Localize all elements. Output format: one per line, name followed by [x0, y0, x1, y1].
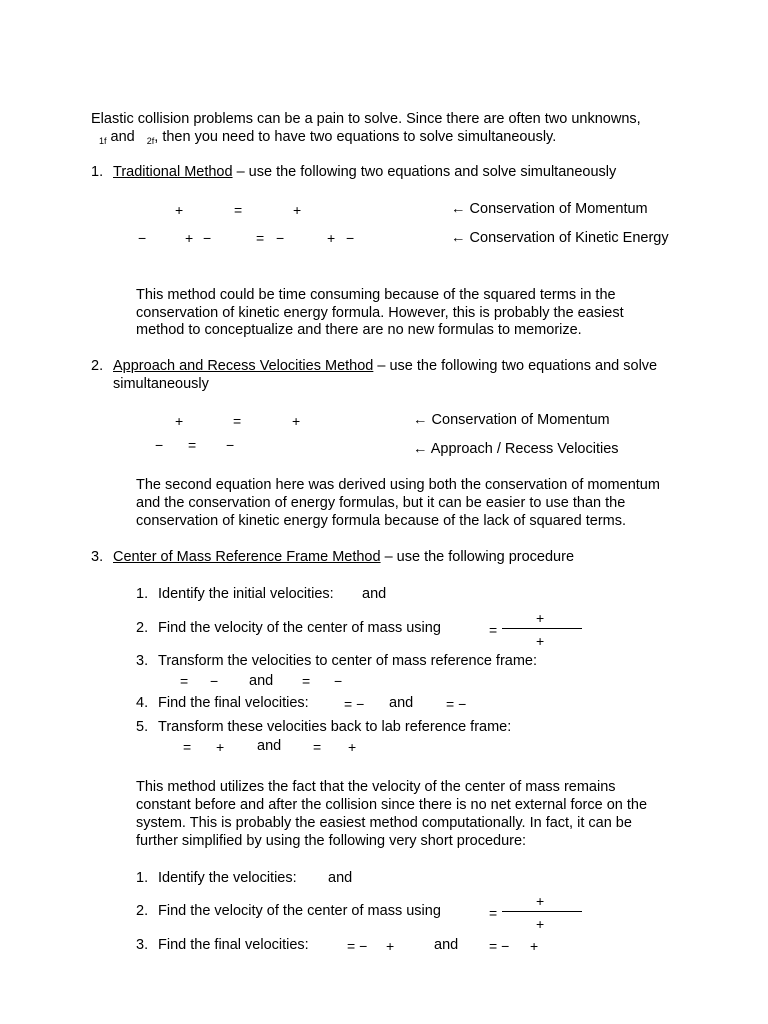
s3-step-3-equals-b: =: [302, 673, 311, 689]
section-3-para-line-1: This method utilizes the fact that the velocity of the center of mass remains: [136, 779, 616, 795]
s3-step-4-and: and: [389, 695, 414, 711]
section-2-para-line-1: The second equation here was derived using both the conservation of momentum: [136, 477, 660, 493]
eq2-minus-d: −: [346, 230, 355, 246]
s3-step-2-number: 2.: [136, 620, 149, 636]
section-2-desc: – use the following two equations and solve: [373, 358, 658, 374]
intro-line-2-rest: , then you need to have two equations to solve simultaneously.: [154, 129, 557, 145]
eq2-minus-b: −: [203, 230, 212, 246]
short-step-1-number: 1.: [136, 870, 149, 886]
s3-step-3-text: Transform the velocities to center of mass reference frame:: [158, 653, 538, 669]
s2-eq2-minus-a: −: [155, 437, 164, 453]
section-2-heading: [113, 357, 657, 375]
s3-step-2-numerator-plus: +: [536, 610, 545, 626]
section-2-title: Approach and Recess Velocities Method: [113, 358, 374, 374]
s3-step-2-denominator-plus: +: [536, 633, 545, 649]
short-step-3-and: and: [434, 937, 459, 953]
section-1-title: Traditional Method: [113, 164, 233, 180]
short-step-2-equals: =: [489, 905, 498, 921]
s3-step-2-equals: =: [489, 622, 498, 638]
section-3-para-line-4: further simplified by using the following very short procedure:: [136, 833, 527, 849]
s3-step-5-plus-b: +: [348, 739, 357, 755]
subscript-1f: 1f: [99, 136, 107, 146]
section-1-number: 1.: [91, 164, 104, 180]
s3-step-1-number: 1.: [136, 586, 149, 602]
short-step-2-numerator-plus: +: [536, 893, 545, 909]
eq2-plus-b: +: [327, 230, 336, 246]
s3-step-5-and: and: [257, 738, 282, 754]
s3-step-1-and: and: [362, 586, 387, 602]
s3-step-3-and: and: [249, 673, 274, 689]
short-step-2-text: Find the velocity of the center of mass using: [158, 903, 441, 919]
eq2-minus-c: −: [276, 230, 285, 246]
section-1-para-line-1: This method could be time consuming because of the squared terms in the: [136, 287, 616, 303]
short-step-2-fraction-bar: [502, 911, 582, 912]
short-step-1-and: and: [328, 870, 353, 886]
s3-step-2-text: Find the velocity of the center of mass using: [158, 620, 441, 636]
intro-and: and: [106, 129, 139, 145]
s3-step-3-number: 3.: [136, 653, 149, 669]
intro-line-1: Elastic collision problems can be a pain to solve. Since there are often two unknowns,: [91, 111, 641, 127]
s3-step-5-number: 5.: [136, 719, 149, 735]
short-step-3-text: Find the final velocities:: [158, 937, 309, 953]
s3-step-3-minus-a: −: [210, 673, 219, 689]
s2-eq2-label: ← Approach / Recess Velocities: [413, 441, 619, 457]
eq2-plus-a: +: [185, 230, 194, 246]
section-1-desc: – use the following two equations and solve simultaneously: [232, 164, 617, 180]
section-2-desc-line-2: simultaneously: [113, 376, 209, 392]
section-3-title: Center of Mass Reference Frame Method: [113, 549, 381, 565]
short-step-3-plus-a: +: [386, 938, 395, 954]
s3-step-5-plus-a: +: [216, 739, 225, 755]
s3-step-2-fraction-bar: [502, 628, 582, 629]
section-3-para-line-3: system. This is probably the easiest method computationally. In fact, it can be: [136, 815, 632, 831]
eq2-label: ← Conservation of Kinetic Energy: [451, 230, 669, 246]
short-step-2-number: 2.: [136, 903, 149, 919]
section-1-para-line-2: conservation of kinetic energy formula. However, this is probably the easiest: [136, 305, 624, 321]
section-1-para-line-3: method to conceptualize and there are no new formulas to memorize.: [136, 322, 582, 338]
short-step-2-denominator-plus: +: [536, 916, 545, 932]
section-2-number: 2.: [91, 358, 104, 374]
eq1-equals: =: [234, 202, 243, 218]
section-2-para-line-2: and the conservation of energy formulas, but it can be easier to use than the: [136, 495, 626, 511]
s2-eq1-plus-a: +: [175, 413, 184, 429]
s3-step-3-equals-a: =: [180, 673, 189, 689]
section-1-heading: [113, 163, 616, 181]
s2-eq2-minus-b: −: [226, 437, 235, 453]
section-3-heading: [113, 548, 574, 566]
short-step-1-text: Identify the velocities:: [158, 870, 297, 886]
s3-step-5-equals-b: =: [313, 739, 322, 755]
s3-step-5-equals-a: =: [183, 739, 192, 755]
s2-eq1-label: ← Conservation of Momentum: [413, 412, 610, 428]
section-2-para-line-3: conservation of kinetic energy formula because of the lack of squared terms.: [136, 513, 627, 529]
section-3-para-line-2: constant before and after the collision since there is no net external force on the: [136, 797, 648, 813]
s2-eq1-plus-b: +: [292, 413, 301, 429]
section-3-desc: – use the following procedure: [380, 549, 575, 565]
intro-line-2: [91, 128, 556, 147]
s3-step-4-eqminus-a: = −: [344, 696, 365, 712]
s2-eq1-equals: =: [233, 413, 242, 429]
short-step-3-eqminus-a: = −: [347, 938, 368, 954]
s2-eq2-equals: =: [188, 437, 197, 453]
s3-step-1-text: Identify the initial velocities:: [158, 586, 334, 602]
short-step-3-plus-b: +: [530, 938, 539, 954]
s3-step-3-minus-b: −: [334, 673, 343, 689]
eq1-label: ← Conservation of Momentum: [451, 201, 648, 217]
eq2-equals: =: [256, 230, 265, 246]
s3-step-4-eqminus-b: = −: [446, 696, 467, 712]
short-step-3-number: 3.: [136, 937, 149, 953]
short-step-3-eqminus-b: = −: [489, 938, 510, 954]
eq1-plus-b: +: [293, 202, 302, 218]
eq1-plus-a: +: [175, 202, 184, 218]
subscript-2f: 2f: [146, 136, 155, 146]
eq2-minus-a: −: [138, 230, 147, 246]
s3-step-4-text: Find the final velocities:: [158, 695, 309, 711]
s3-step-5-text: Transform these velocities back to lab reference frame:: [158, 719, 512, 735]
section-3-number: 3.: [91, 549, 104, 565]
s3-step-4-number: 4.: [136, 695, 149, 711]
